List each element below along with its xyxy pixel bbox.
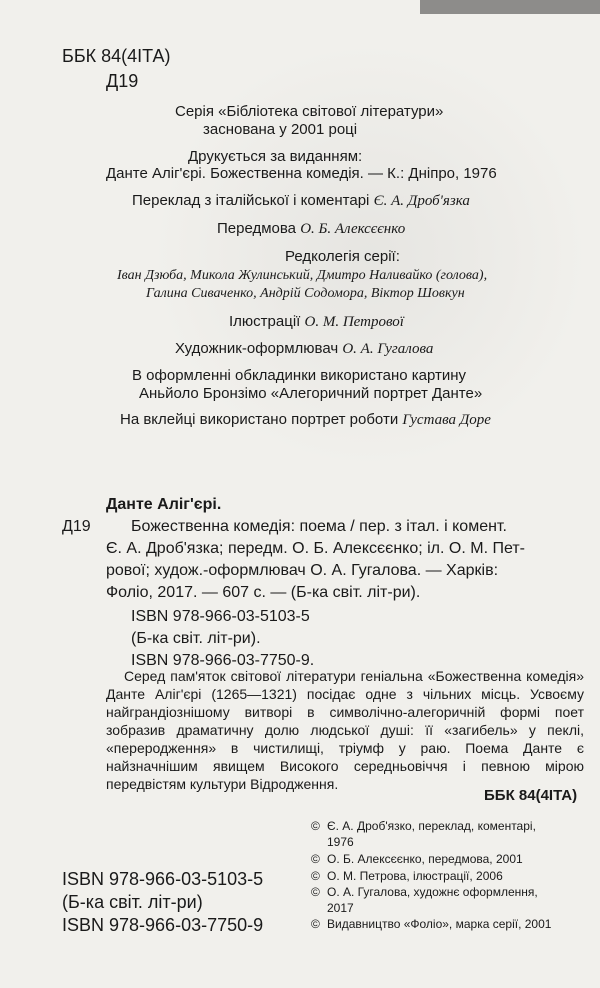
catalog-line-2: Є. А. Дроб'язка; передм. О. Б. Алексєєнко; іл. О. М. Пет-: [106, 540, 525, 557]
preface-label: Передмова: [217, 220, 297, 237]
bottom-series: (Б-ка світ. літ-ри): [62, 892, 203, 912]
catalog-line-3: рової; худож.-оформлювач О. А. Гугалова. — Харків:: [106, 562, 499, 579]
illustrations-credit: [229, 313, 404, 331]
scan-edge-shadow: [420, 0, 600, 14]
bottom-isbn-2: ISBN 978-966-03-7750-9: [62, 915, 264, 935]
translation-credit: [132, 192, 470, 210]
copyright-design-year: 2017: [327, 901, 354, 915]
designer-label: Художник-оформлювач: [175, 340, 339, 357]
cover-note-line-1: В оформленні обкладинки використано картину: [132, 367, 467, 384]
catalog-line-1: Божественна комедія: поема / пер. з італ. і комент.: [131, 518, 507, 535]
designer-name: О. А. Гугалова: [342, 341, 434, 357]
series-title: Серія «Бібліотека світової літератури»: [175, 103, 444, 120]
copyright-preface: © О. Б. Алексєєнко, передмова, 2001: [311, 852, 523, 866]
editorial-board-line-1: Іван Дзюба, Микола Жулинський, Дмитро Наливайко (голова),: [117, 268, 488, 283]
frontispiece-artist: Густава Доре: [402, 412, 491, 428]
copyright-symbol: ©: [311, 917, 320, 931]
copyright-symbol: ©: [311, 869, 320, 883]
copyright-translator-year: 1976: [327, 835, 354, 849]
translator-name: Є. А. Дроб'язка: [373, 193, 470, 209]
copyright-design: © О. А. Гугалова, художнє оформлення,: [311, 885, 538, 899]
catalog-index: Д19: [62, 518, 91, 535]
illustrations-label: Ілюстрації: [229, 313, 301, 330]
catalog-isbn-1: ISBN 978-966-03-5103-5: [131, 608, 310, 625]
copyright-illustrations: © О. М. Петрова, ілюстрації, 2006: [311, 869, 503, 883]
catalog-series: (Б-ка світ. літ-ри).: [131, 630, 261, 647]
catalog-line-4: Фоліо, 2017. — 607 с. — (Б-ка світ. літ-ри).: [106, 584, 421, 601]
preface-credit: [217, 220, 405, 238]
series-founded: заснована у 2001 році: [203, 121, 358, 138]
classification-index: Д19: [106, 71, 139, 91]
copyright-translator: © Є. А. Дроб'язко, переклад, коментарі,: [311, 819, 536, 833]
footer-bbk-code: ББК 84(4ІТА): [484, 787, 578, 804]
bbk-code: ББК 84(4ІТА): [62, 46, 171, 66]
copyright-symbol: ©: [311, 852, 320, 866]
editorial-board-label: Редколегія серії:: [285, 248, 400, 265]
bottom-isbn-1: ISBN 978-966-03-5103-5: [62, 869, 264, 889]
copyright-publisher: © Видавництво «Фоліо», марка серії, 2001: [311, 917, 552, 931]
frontispiece-credit: [120, 411, 491, 429]
copyright-symbol: ©: [311, 819, 320, 833]
illustrator-name: О. М. Петрової: [304, 314, 404, 330]
catalog-author: Данте Аліг'єрі.: [106, 496, 222, 513]
editorial-board-line-2: Галина Сиваченко, Андрій Содомора, Віктор Шовкун: [146, 286, 465, 301]
preface-author: О. Б. Алексєєнко: [300, 221, 406, 237]
frontispiece-label: На вклейці використано портрет роботи: [120, 411, 399, 428]
edition-source: Данте Аліг'єрі. Божественна комедія. — К.: Дніпро, 1976: [106, 165, 497, 182]
cover-note-line-2: Аньйоло Бронзімо «Алегоричний портрет Данте»: [139, 385, 483, 402]
annotation-paragraph: Серед пам'яток світової літератури геніальна «Божественна комедія» Данте Аліг'єрі (1265—1321) посідає одне з чільних місць. Усвоєму найграндіознішому витворі в символічно-алегоричній формі поет зобразив драматичну долю людської душі: її «загибель» у пеклі, «переродження» в чистилищі, тріумф у раю. Поема Данте є найзначнішим явищем Високого середньовіччя і певною мірою передвістям культури Відродження.: [106, 668, 584, 792]
designer-credit: [175, 340, 433, 358]
translation-label: Переклад з італійської і коментарі: [132, 192, 370, 209]
copyright-symbol: ©: [311, 885, 320, 899]
catalog-isbn-2: ISBN 978-966-03-7750-9.: [131, 652, 315, 669]
edition-label: Друкується за виданням:: [188, 148, 363, 165]
